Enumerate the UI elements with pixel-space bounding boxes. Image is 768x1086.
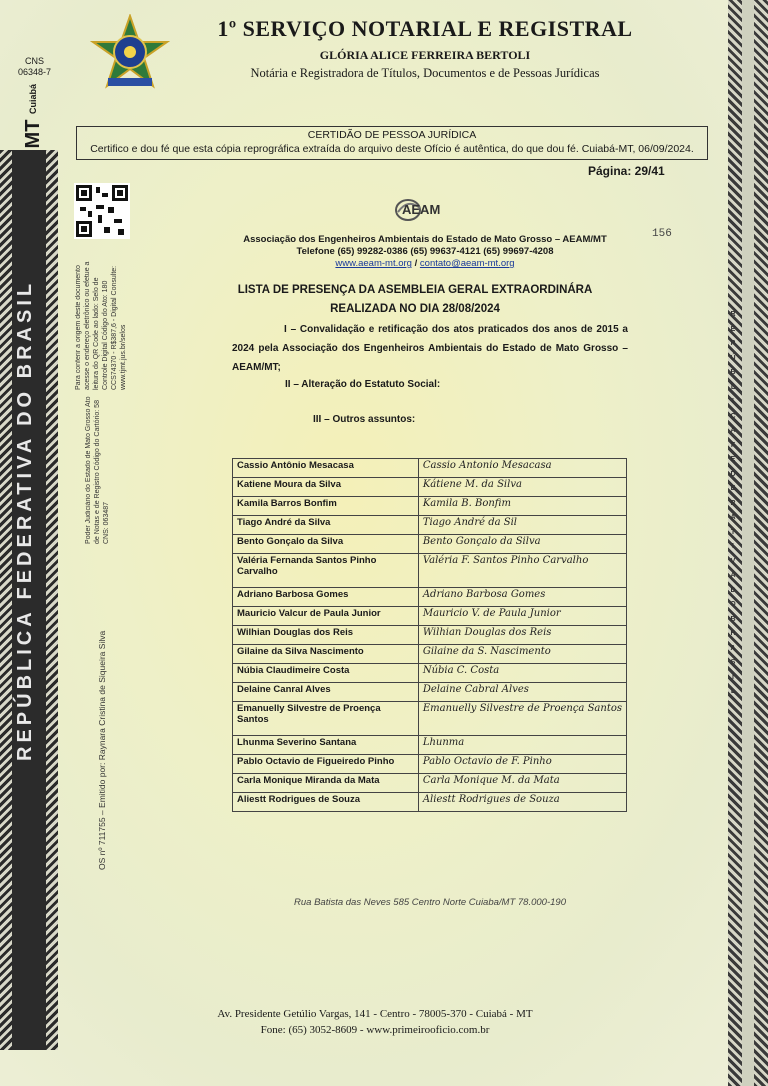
attendee-row xyxy=(233,736,627,755)
association-header xyxy=(210,234,640,270)
right-band-letter: L xyxy=(730,383,736,391)
state-abbr: MT xyxy=(22,119,44,149)
right-band-letter: A xyxy=(730,644,736,652)
right-band-letter: B xyxy=(730,369,736,376)
right-band-letter: P xyxy=(730,340,736,347)
brazil-coat-of-arms-icon xyxy=(90,14,170,94)
attendee-name: Mauricio Valcur de Paula Junior xyxy=(233,607,419,626)
attendee-name: Emanuelly Silvestre de Proença Santos xyxy=(233,702,419,736)
right-band-letter: T xyxy=(730,528,736,536)
right-band-letter: F xyxy=(730,441,736,449)
attendee-signature: Lhunma xyxy=(418,736,626,755)
attendee-signature: Kátiene M. da Silva xyxy=(418,478,626,497)
attendee-row xyxy=(233,683,627,702)
link-separator: / xyxy=(411,258,420,269)
certificate-text: Certifico e dou fé que esta cópia reprográfica extraída do arquivo deste Ofício é autêntica, do que dou fé. Cuiabá-MT, 06/09/2024. xyxy=(90,143,694,155)
attendee-name: Bento Gonçalo da Silva xyxy=(233,535,419,554)
right-band-letter: I xyxy=(732,543,734,550)
attendee-row xyxy=(233,516,627,535)
attendee-signature: Emanuelly Silvestre de Proença Santos xyxy=(418,702,626,736)
attendee-row xyxy=(233,478,627,497)
attendee-row xyxy=(233,645,627,664)
attendee-signature: Gilaine da S. Nascimento xyxy=(418,645,626,664)
attendee-signature: Carla Monique M. da Mata xyxy=(418,774,626,793)
attendee-row xyxy=(233,793,627,812)
right-band-letters xyxy=(726,308,740,700)
verification-note: Para conferir a origem deste documento acesse o endereço eletrônico ou efetue a leitura do QR Code ao lado: Selo de Controle Digital Código do Ato: 180 CCS74370 - R$387,6 - Digital Consulte: www.tjmt.jus.br/selos xyxy=(75,261,127,390)
attendee-name: Carla Monique Miranda da Mata xyxy=(233,774,419,793)
right-band-letter: I xyxy=(732,673,734,681)
right-band-letter: E xyxy=(730,456,736,463)
attendee-row xyxy=(233,459,627,478)
right-band-letter: L xyxy=(730,688,736,695)
office-title: 1º SERVIÇO NOTARIAL E REGISTRAL xyxy=(217,16,633,41)
attendance-table xyxy=(232,458,627,812)
right-band-letter: S xyxy=(730,659,736,666)
attendee-name: Pablo Octavio de Figueiredo Pinho xyxy=(233,755,419,774)
right-band-letter: Ú xyxy=(730,354,736,362)
association-links xyxy=(210,258,640,270)
agenda-item-1: I – Convalidação e retificação dos atos praticados dos anos de 2015 a 2024 pela Associação dos Engenheiros Ambientais do Estado de Mato Grosso – AEAM/MT; xyxy=(232,324,628,373)
attendee-name: Wilhian Douglas dos Reis xyxy=(233,626,419,645)
attendee-name: Gilaine da Silva Nascimento xyxy=(233,645,419,664)
attendee-signature: Bento Gonçalo da Silva xyxy=(418,535,626,554)
court-note: Poder Judiciário do Estado de Mato Grosso Ato de Notas e de Registro Código do Cartório: 58 CNS: 063487 xyxy=(85,396,110,544)
attendee-row xyxy=(233,607,627,626)
attendee-name: Adriano Barbosa Gomes xyxy=(233,588,419,607)
attendee-name: Kamila Barros Bonfim xyxy=(233,497,419,516)
association-name: Associação dos Engenheiros Ambientais do Estado de Mato Grosso – AEAM/MT xyxy=(243,234,607,245)
attendee-signature: Núbia C. Costa xyxy=(418,664,626,683)
right-band-letter: A xyxy=(730,572,736,579)
attendee-row xyxy=(233,664,627,683)
attendance-list-title xyxy=(230,281,600,319)
right-band-letter: E xyxy=(730,485,736,492)
attendee-signature: Cassio Antonio Mesacasa xyxy=(418,459,626,478)
city-name: Cuiabá xyxy=(28,84,38,115)
cns-block xyxy=(18,56,51,78)
attendee-signature: Mauricio V. de Paula Junior xyxy=(418,607,626,626)
issued-by-note: OS nº 711755 – Emitido por: Raynara Cristina de Siqueira Silva xyxy=(97,630,107,870)
aeam-logo-text: AEAM xyxy=(402,202,441,217)
certificate-heading: CERTIDÃO DE PESSOA JURÍDICA xyxy=(307,129,477,141)
notary-name: GLÓRIA ALICE FERREIRA BERTOLI xyxy=(319,48,531,62)
right-band-letter: R xyxy=(730,311,736,318)
cns-label: CNS xyxy=(25,56,45,66)
attendee-row xyxy=(233,755,627,774)
email-link[interactable]: contato@aeam-mt.org xyxy=(419,258,515,269)
attendee-name: Núbia Claudimeire Costa xyxy=(233,664,419,683)
attendee-row xyxy=(233,497,627,516)
attendee-row xyxy=(233,774,627,793)
right-band-letter: R xyxy=(730,630,736,637)
attendee-name: Cassio Antônio Mesacasa xyxy=(233,459,419,478)
right-band-letter: R xyxy=(730,499,736,507)
right-band-letter: D xyxy=(730,586,736,594)
website-link[interactable]: www.aeam-mt.org xyxy=(335,258,412,269)
association-address: Rua Batista das Neves 585 Centro Norte Cuiaba/MT 78.000-190 xyxy=(294,897,566,908)
footer-address: Av. Presidente Getúlio Vargas, 141 - Centro - 78005-370 - Cuiabá - MT xyxy=(217,1008,533,1020)
right-band-letter: I xyxy=(732,398,734,405)
attendee-name: Lhunma Severino Santana xyxy=(233,736,419,755)
attendee-name: Delaine Canral Alves xyxy=(233,683,419,702)
attendee-name: Katiene Moura da Silva xyxy=(233,478,419,497)
right-band-letter: A xyxy=(730,514,736,521)
right-band-letter: V xyxy=(730,557,736,565)
right-band-letter: D xyxy=(730,470,736,478)
right-band-letter: B xyxy=(730,615,736,623)
attendee-name: Valéria Fernanda Santos Pinho Carvalho xyxy=(233,554,419,588)
attendee-signature: Tiago André da Sil xyxy=(418,516,626,535)
republica-band-text: REPÚBLICA FEDERATIVA DO BRASIL xyxy=(14,279,36,761)
attendee-row xyxy=(233,626,627,645)
attendee-row xyxy=(233,588,627,607)
right-band-letter: O xyxy=(730,601,736,608)
attendee-row xyxy=(233,702,627,736)
cns-number: 06348-7 xyxy=(18,67,52,77)
attendee-signature: Valéria F. Santos Pinho Carvalho xyxy=(418,554,626,588)
list-title-line-1: LISTA DE PRESENÇA DA ASEMBLEIA GERAL EXTRAORDINÁRA xyxy=(237,284,593,296)
notary-role: Notária e Registradora de Títulos, Documentos e de Pessoas Jurídicas xyxy=(250,66,600,80)
attendee-name: Aliestt Rodrigues de Souza xyxy=(233,793,419,812)
attendee-row xyxy=(233,535,627,554)
right-band-inner xyxy=(742,0,754,1086)
attendee-row xyxy=(233,554,627,588)
certificate-box xyxy=(76,126,708,160)
aeam-logo-icon xyxy=(388,194,458,224)
attendee-signature: Adriano Barbosa Gomes xyxy=(418,588,626,607)
right-band-letter: A xyxy=(730,427,736,434)
qr-code-icon xyxy=(74,183,130,239)
page-number: Página: 29/41 xyxy=(588,164,665,178)
right-band-letter: E xyxy=(730,325,736,333)
attendee-signature: Wilhian Douglas dos Reis xyxy=(418,626,626,645)
right-band-letter: C xyxy=(730,412,736,420)
stamp-number: 156 xyxy=(652,228,672,240)
attendee-signature: Delaine Cabral Alves xyxy=(418,683,626,702)
list-title-line-2: REALIZADA NO DIA 28/08/2024 xyxy=(330,303,500,315)
footer-contact: Fone: (65) 3052-8609 - www.primeirooficio.com.br xyxy=(260,1024,490,1036)
state-mark xyxy=(22,84,45,148)
attendee-signature: Pablo Octavio de F. Pinho xyxy=(418,755,626,774)
attendee-name: Tiago André da Silva xyxy=(233,516,419,535)
agenda-item-2: II – Alteração do Estatuto Social: xyxy=(285,379,441,390)
attendee-signature: Kamila B. Bonfim xyxy=(418,497,626,516)
association-phones: Telefone (65) 99282-0386 (65) 99637-4121 (65) 99697-4208 xyxy=(296,246,554,257)
attendee-signature: Aliestt Rodrigues de Souza xyxy=(418,793,626,812)
agenda-item-3: III – Outros assuntos: xyxy=(313,414,416,425)
